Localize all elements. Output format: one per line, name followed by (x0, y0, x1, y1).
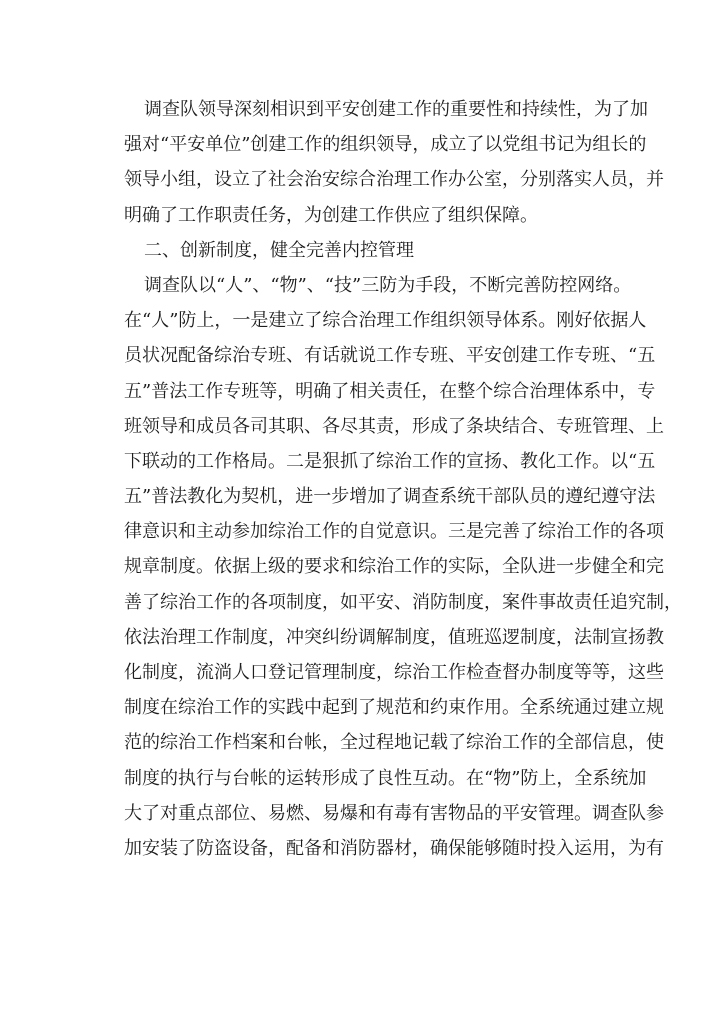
paragraph-3-line-3: 员状况配备综治专班、有话就说工作专班、平安创建工作专班、“五 (124, 345, 656, 367)
paragraph-3-line-12: 化制度，流淌人口登记管理制度，综治工作检查督办制度等等，这些 (124, 662, 664, 683)
paragraph-3-line-13: 制度在综治工作的实践中起到了规范和约束作用。全系统通过建立规 (124, 697, 664, 719)
paragraph-3-line-4: 五”普法工作专班等，明确了相关责任，在整个综合治理体系中，专 (124, 380, 656, 402)
paragraph-3-line-17: 加安装了防盗设备，配备和消防器材，确保能够随时投入运用，为有 (124, 837, 664, 859)
paragraph-3-line-11: 依法治理工作制度，冲突纠纷调解制度，值班巡逻制度，法制宣扬教 (124, 626, 664, 648)
paragraph-3-line-7: 五”普法教化为契机，进一步增加了调查系统干部队员的遵纪遵守法 (124, 486, 656, 508)
paragraph-1-line-3: 领导小组，设立了社会治安综合治理工作办公室，分别落实人员，并 (124, 169, 664, 191)
document-body (124, 92, 682, 901)
paragraph-3-line-6: 下联动的工作格局。二是狠抓了综治工作的宣扬、教化工作。以“五 (124, 450, 656, 472)
paragraph-3-line-18 (124, 866, 602, 901)
paragraph-1-line-1: 调查队领导深刻相识到平安创建工作的重要性和持续性，为了加 (144, 99, 648, 120)
paragraph-3-line-5: 班领导和成员各司其职、各尽其责，形成了条块结合、专班管理、上 (124, 415, 664, 437)
paragraph-3-line-9: 规章制度。依据上级的要求和综治工作的实际，全队进一步健全和完 (124, 556, 664, 578)
paragraph-3-line-8: 律意识和主动参加综治工作的自觉意识。三是完善了综治工作的各项 (124, 521, 664, 543)
paragraph-3-line-1: 调查队以“人”、“物”、“技”三防为手段，不断完善防控网络。 (144, 274, 632, 296)
paragraph-1-line-2: 强对“平安单位”创建工作的组织领导，成立了以党组书记为组长的 (124, 134, 647, 156)
paragraph-3-line-2: 在“人”防上，一是建立了综合治理工作组织领导体系。刚好依据人 (124, 310, 647, 332)
section-heading: 二、创新制度，健全完善内控管理 (144, 239, 414, 261)
paragraph-3-line-16: 大了对重点部位、易燃、易爆和有毒有害物品的平安管理。调查队参 (124, 802, 664, 824)
paragraph-1-line-4: 明确了工作职责任务，为创建工作供应了组织保障。 (124, 204, 538, 226)
paragraph-3-line-14: 范的综治工作档案和台帐，全过程地记载了综治工作的全部信息，使 (124, 732, 664, 754)
paragraph-3-line-15: 制度的执行与台帐的运转形成了良性互动。在“物”防上，全系统加 (124, 767, 647, 789)
paragraph-3-line-10: 善了综治工作的各项制度，如平安、消防制度，案件事故责任追究制， (124, 591, 682, 613)
